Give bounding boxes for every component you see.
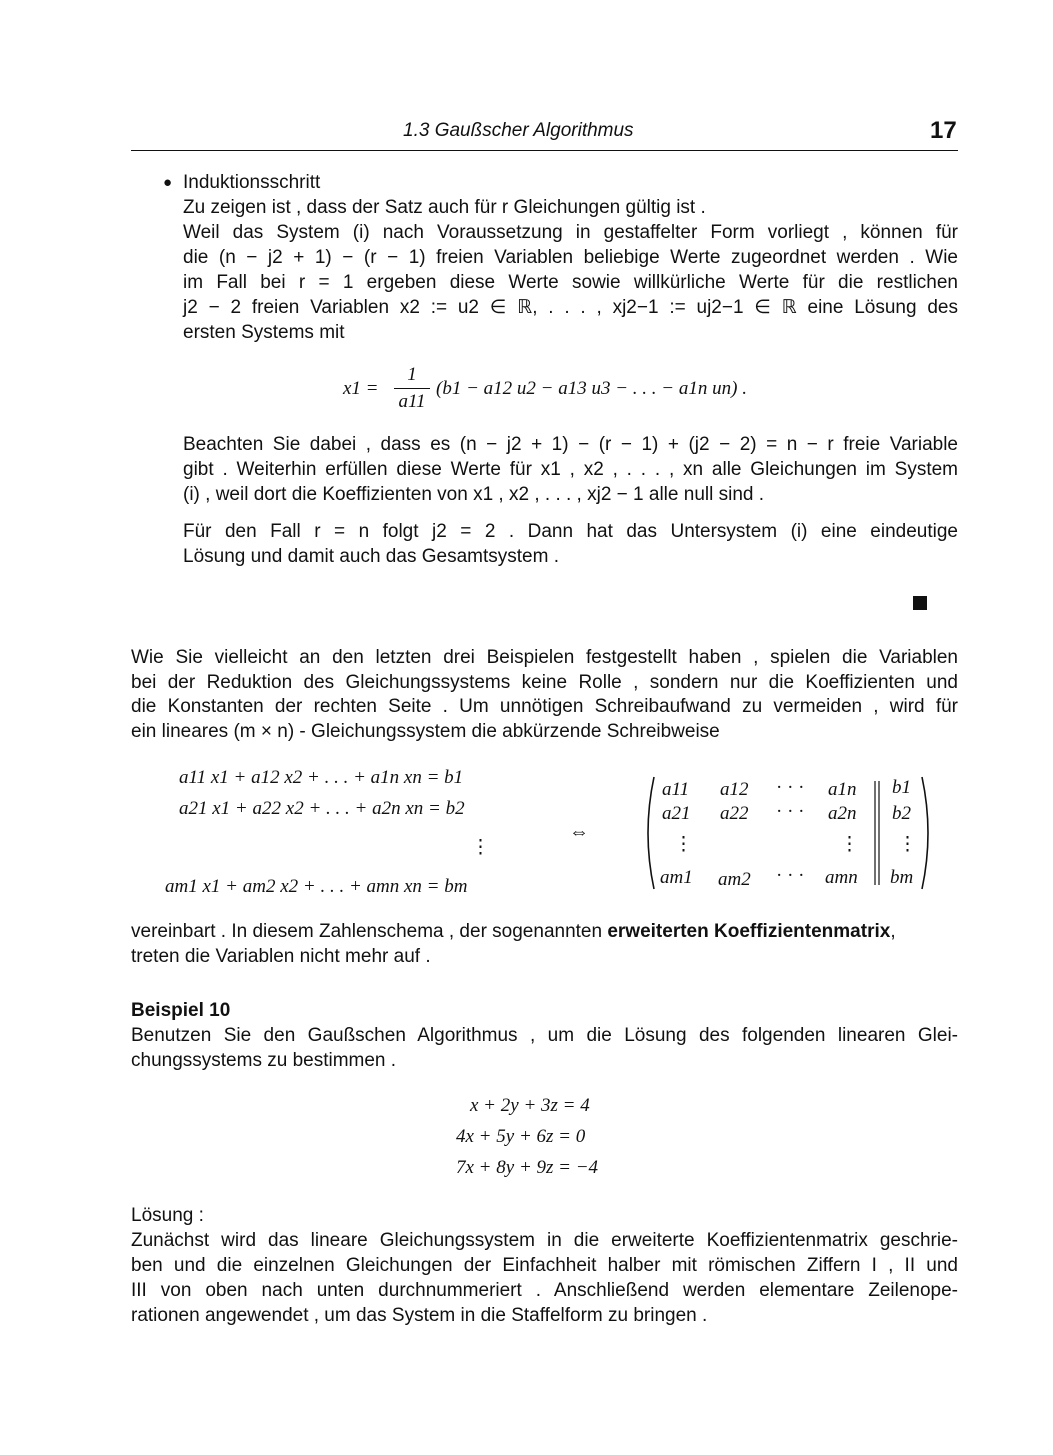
bullet-icon: ●	[163, 174, 173, 191]
solution-line: Zunächst wird das lineare Gleichungssystem in die erweiterte Koeffizientenmatrix geschrie-	[131, 1230, 958, 1251]
matrix-cell: · · ·	[776, 777, 805, 798]
solution-line: III von oben nach unten durchnummeriert . Anschließend werden elementare Zeilenope-	[131, 1280, 958, 1301]
note-line: (i) , weil dort die Koeffizienten von x1 , x2 , . . . , xj2 − 1 alle null sind .	[183, 484, 765, 505]
matrix-cell: ⋮	[840, 834, 859, 855]
case-line: Lösung und damit auch das Gesamtsystem .	[183, 546, 559, 567]
solution-line: rationen angewendet , um das System in die Staffelform zu bringen .	[131, 1305, 708, 1326]
matrix-cell: ⋮	[898, 834, 917, 855]
example-title: Beispiel 10	[131, 1000, 231, 1021]
intro-line: Wie Sie vielleicht an den letzten drei Beispielen festgestellt haben , spielen die Variablen	[131, 647, 958, 668]
matrix-cell: am1	[660, 867, 693, 888]
after-matrix-line: treten die Variablen nicht mehr auf .	[131, 946, 431, 967]
matrix-cell: a21	[662, 803, 691, 824]
qed-square-icon	[913, 596, 927, 610]
proof-line: ersten Systems mit	[183, 322, 345, 343]
matrix-cell: ⋮	[674, 834, 693, 855]
matrix-cell: a11	[662, 779, 690, 800]
proof-line: Weil das System (i) nach Voraussetzung in gestaffelter Form vorliegt , können für	[183, 222, 958, 243]
solution-line: ben und die einzelnen Gleichungen der Einfachheit halber mit römischen Ziffern I , II und	[131, 1255, 958, 1276]
example-equation: 7x + 8y + 9z = −4	[456, 1157, 599, 1178]
example-line: Benutzen Sie den Gaußschen Algorithmus , um die Lösung des folgenden linearen Glei-	[131, 1025, 958, 1046]
fraction-denominator: a11	[398, 391, 426, 412]
fraction-numerator: 1	[407, 364, 417, 385]
system-equation: am1 x1 + am2 x2 + . . . + amn xn = bm	[165, 876, 468, 897]
formula-lhs: x1 =	[343, 378, 379, 399]
matrix-cell: am2	[718, 869, 751, 890]
intro-line: die Konstanten der rechten Seite . Um unnötigen Schreibaufwand zu vermeiden , wird für	[131, 696, 958, 717]
system-equation: a21 x1 + a22 x2 + . . . + a2n xn = b2	[179, 798, 465, 819]
formula-fraction	[394, 364, 430, 413]
proof-line: die (n − j2 + 1) − (r − 1) freien Variablen beliebige Werte zugeordnet werden . Wie	[183, 247, 958, 268]
note-line: Beachten Sie dabei , dass es (n − j2 + 1) − (r − 1) + (j2 − 2) = n − r freie Variable	[183, 434, 958, 455]
proof-line: im Fall bei r = 1 ergeben diese Werte sowie willkürliche Werte für die restlichen	[183, 272, 958, 293]
system-equation: a11 x1 + a12 x2 + . . . + a1n xn = b1	[179, 767, 464, 788]
page-number: 17	[930, 117, 957, 144]
intro-line: ein lineares (m × n) - Gleichungssystem die abkürzende Schreibweise	[131, 721, 720, 742]
matrix-cell: a12	[720, 779, 749, 800]
note-line: gibt . Weiterhin erfüllen diese Werte für x1 , x2 , . . . , xn alle Gleichungen im System	[183, 459, 958, 480]
equivalence-symbol: ⇔	[569, 821, 589, 843]
proof-line: j2 − 2 freien Variablen x2 := u2 ∈ ℝ, . . . , xj2−1 := uj2−1 ∈ ℝ eine Lösung des	[183, 297, 958, 318]
formula-rhs: (b1 − a12 u2 − a13 u3 − . . . − a1n un) .	[436, 378, 747, 399]
example-line: chungssystems zu bestimmen .	[131, 1050, 397, 1071]
intro-line: bei der Reduktion des Gleichungssystems keine Rolle , sondern nur die Koeffizienten und	[131, 672, 958, 693]
solution-label: Lösung :	[131, 1205, 204, 1226]
matrix-cell: · · ·	[776, 865, 805, 886]
matrix-cell: a22	[720, 803, 749, 824]
matrix-cell: b1	[892, 777, 911, 798]
after-matrix-text: vereinbart . In diesem Zahlenschema , der sogenannten	[131, 921, 603, 942]
example-equation: 4x + 5y + 6z = 0	[456, 1126, 586, 1147]
after-matrix-line	[131, 920, 958, 944]
proof-heading: Induktionsschritt	[183, 172, 321, 193]
matrix-cell: a1n	[828, 779, 857, 800]
augmented-matrix	[640, 773, 936, 893]
fraction-bar	[394, 388, 430, 389]
matrix-cell: b2	[892, 803, 911, 824]
case-line: Für den Fall r = n folgt j2 = 2 . Dann hat das Untersystem (i) eine eindeutige	[183, 521, 958, 542]
header-rule	[131, 150, 958, 151]
matrix-cell: bm	[890, 867, 914, 888]
matrix-cell: a2n	[828, 803, 857, 824]
matrix-cell: amn	[825, 867, 858, 888]
vdots: ⋮	[471, 837, 490, 858]
proof-line: Zu zeigen ist , dass der Satz auch für r Gleichungen gültig ist .	[183, 197, 706, 218]
running-header-title: 1.3 Gaußscher Algorithmus	[403, 120, 634, 141]
example-equation: x + 2y + 3z = 4	[470, 1095, 590, 1116]
after-matrix-text: ,	[890, 921, 896, 942]
term-bold: erweiterten Koeffizientenmatrix	[607, 921, 891, 942]
matrix-cell: · · ·	[776, 801, 805, 822]
